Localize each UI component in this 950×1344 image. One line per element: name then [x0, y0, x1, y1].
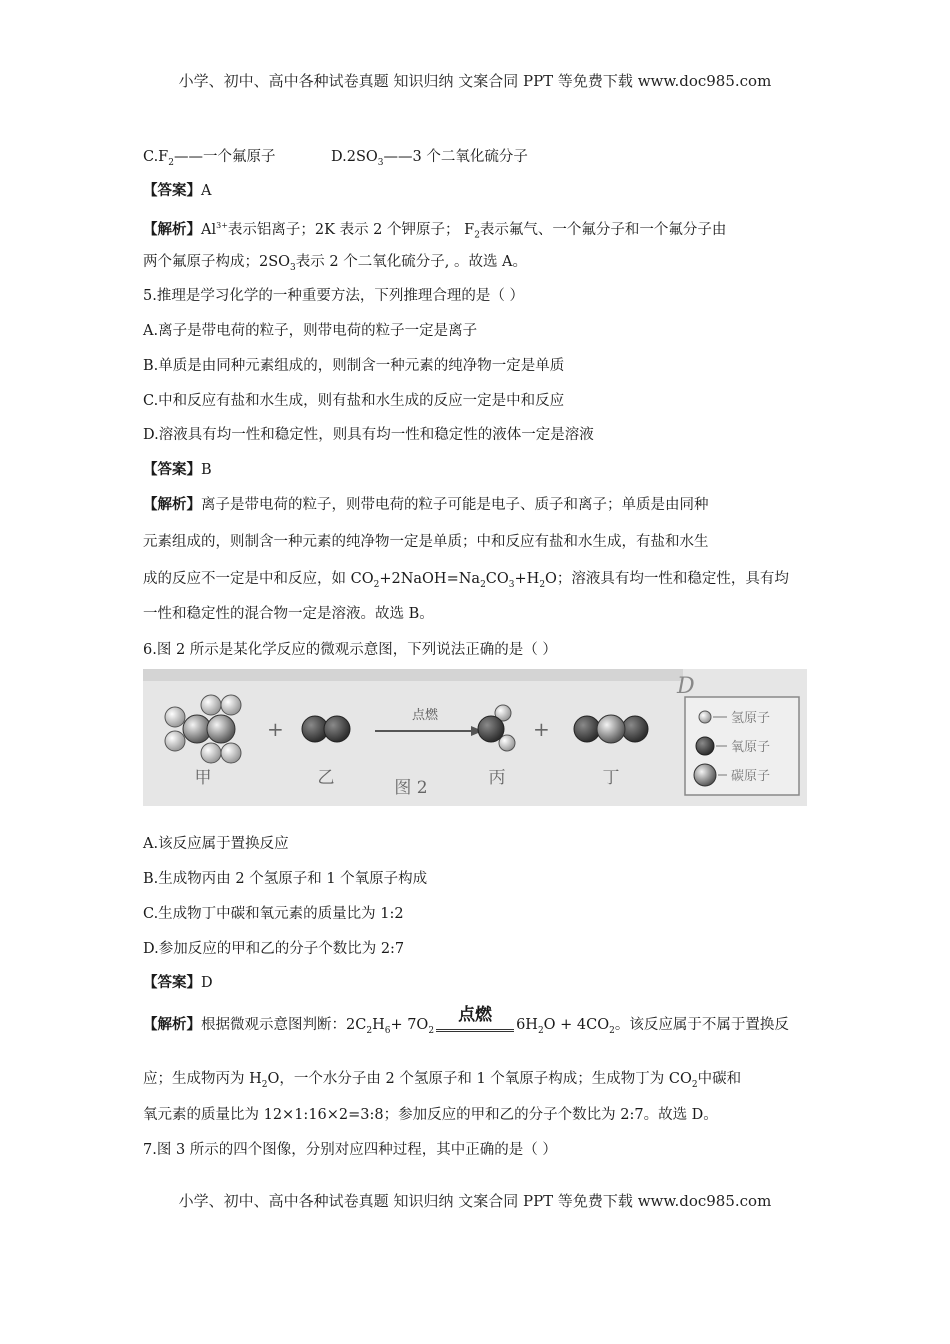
q6-option-b: B.生成物丙由 2 个氢原子和 1 个氧原子构成 — [143, 871, 428, 887]
legend-oxygen — [696, 737, 770, 755]
reaction-arrow-icon — [375, 726, 483, 736]
q5-analysis-line-2: 元素组成的，则制含一种元素的纯净物一定是单质；中和反应有盐和水生成，有盐和水生 — [143, 534, 709, 550]
q4-option-c: $C.F_2——$一个氟原子 — [143, 149, 276, 168]
q5-option-b: B.单质是由同种元素组成的，则制含一种元素的纯净物一定是单质 — [143, 358, 565, 374]
molecule-ding-icon — [574, 715, 648, 743]
q6-option-d: D.参加反应的甲和乙的分子个数比为 2:7 — [143, 941, 405, 957]
q6-stem: 6.图 2 所示是某化学反应的微观示意图，下列说法正确的是（ ） — [143, 642, 557, 658]
q6-option-a: A.该反应属于置换反应 — [143, 836, 289, 852]
q5-answer: 【答案】B — [143, 461, 212, 478]
molecule-yi-icon — [302, 716, 350, 742]
q7-stem: 7.图 3 所示的四个图像，分别对应四种过程，其中正确的是（ ） — [143, 1142, 557, 1158]
figure-caption: 图 2 — [394, 778, 428, 798]
label-jia: 甲 — [194, 768, 212, 788]
page-header: 小学、初中、高中各种试卷真题 知识归纳 文案合同 PPT 等免费下载 www.doc985.com — [178, 72, 772, 90]
q6-analysis-line-1: 【解析】根据微观示意图判断：$2C_2H_6+ 7O_2$ 点燃 $6H_2O + 4CO_2$。该反应属于不属于置换反 — [143, 1005, 789, 1036]
svg-text:氧原子: 氧原子 — [731, 740, 771, 755]
q6-answer: 【答案】D — [143, 974, 213, 991]
q6-option-c: C.生成物丁中碳和氧元素的质量比为 1:2 — [143, 906, 404, 922]
plus-sign-1: + — [267, 717, 284, 741]
reaction-condition: 点燃 — [434, 1015, 516, 1035]
q5-option-c: C.中和反应有盐和水生成，则有盐和水生成的反应一定是中和反应 — [143, 393, 565, 409]
q6-analysis-line-2: 应；生成物丙为 $H_2O$，一个水分子由 2 个氢原子和 1 个氧原子构成；生成物丁为 $CO_2$中碳和 — [143, 1071, 742, 1090]
plus-sign-2: + — [533, 717, 550, 741]
svg-text:碳原子: 碳原子 — [731, 769, 771, 784]
q4-answer: 【答案】A — [143, 182, 212, 199]
q5-option-d: D.溶液具有均一性和稳定性，则具有均一性和稳定性的液体一定是溶液 — [143, 427, 594, 443]
arrow-condition-label: 点燃 — [411, 708, 439, 723]
label-ding: 丁 — [602, 768, 620, 788]
molecule-bing-icon — [478, 705, 515, 751]
q4-analysis-line-2: 两个氟原子构成；$2SO_3$表示 2 个二氧化硫分子, 。故选 A。 — [143, 254, 528, 273]
q5-option-a: A.离子是带电荷的粒子，则带电荷的粒子一定是离子 — [143, 323, 478, 339]
q5-analysis-line-3: 成的反应不一定是中和反应，如 $CO_2+2NaOH=Na_2CO_3+H_2O$；溶液具有均一性和稳定性，具有均 — [143, 571, 789, 590]
page-footer: 小学、初中、高中各种试卷真题 知识归纳 文案合同 PPT 等免费下载 www.doc985.com — [178, 1192, 772, 1210]
q4-option-d: $D.2SO_3——3$ 个二氧化硫分子 — [331, 149, 528, 168]
molecule-jia-icon — [165, 695, 241, 763]
label-bing: 丙 — [488, 768, 506, 788]
q5-stem: 5.推理是学习化学的一种重要方法，下列推理合理的是（ ） — [143, 288, 524, 304]
q4-analysis-line-1: 【解析】$Al^{3+}$表示铝离子；2K 表示 2 个钾原子； $F_2$表示氟气、一个氟分子和一个氟分子由 — [143, 220, 727, 241]
q6-analysis-line-3: 氧元素的质量比为 12×1:16×2=3:8；参加反应的甲和乙的分子个数比为 2:7。故选 D。 — [143, 1107, 718, 1123]
q5-analysis-line-1: 【解析】离子是带电荷的粒子，则带电荷的粒子可能是电子、质子和离子；单质是由同种 — [143, 496, 709, 513]
svg-text:氢原子: 氢原子 — [731, 711, 771, 726]
label-yi: 乙 — [317, 768, 335, 788]
q5-analysis-line-4: 一性和稳定性的混合物一定是溶液。故选 B。 — [143, 606, 434, 622]
legend-corner-letter: D — [677, 674, 695, 699]
scan-residue — [143, 669, 683, 681]
reaction-diagram-figure — [143, 669, 807, 806]
